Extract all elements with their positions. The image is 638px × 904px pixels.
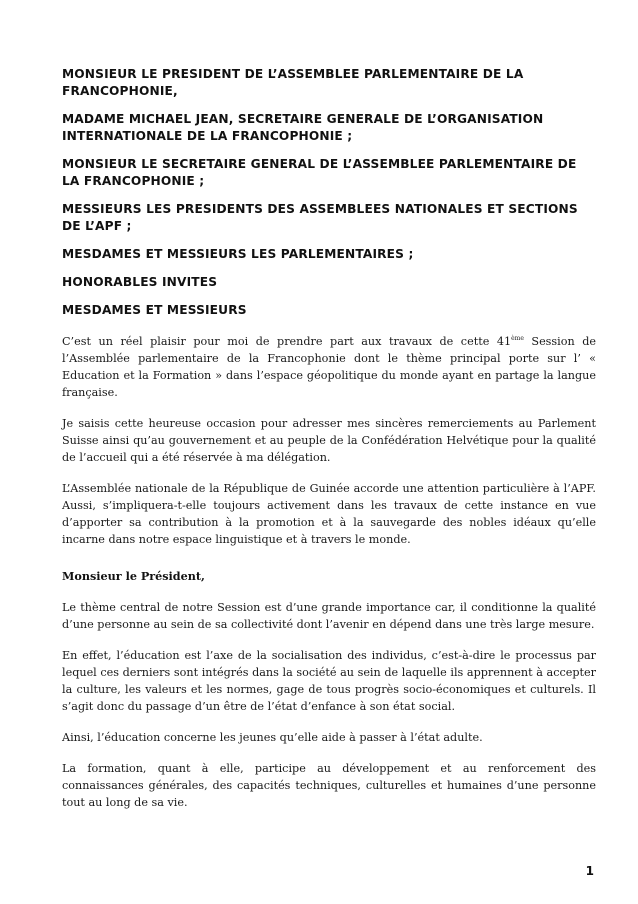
salutation-president-apf: MONSIEUR LE PRESIDENT DE L’ASSEMBLEE PARLEMENTAIRE DE LA FRANCOPHONIE, — [62, 67, 524, 98]
intro-text-start: C’est un réel plaisir pour moi de prendre part aux travaux de cette 41 — [62, 335, 512, 348]
paragraph-assemblee-guinee: L’Assemblée nationale de la République de Guinée accorde une attention particulière à l’APF. Aussi, s’impliquera-t-elle toujours activement dans les travaux de cette instance en vue d’apporter sa contribution à la promotion et à la sauvegarde des nobles idéaux qu’elle incarne dans notre espace linguistique et à travers le monde. — [62, 482, 596, 546]
paragraph-formation: La formation, quant à elle, participe au développement et au renforcement des connaissances générales, des capacités techniques, culturelles et humaines d’une personne tout au long de sa vie. — [62, 762, 596, 809]
paragraph-theme-central: Le thème central de notre Session est d’une grande importance car, il conditionne la qualité d’une personne au sein de sa collectivité dont l’avenir en dépend dans une très large mesure. — [62, 601, 596, 631]
salutation-secretaire-apf: MONSIEUR LE SECRETAIRE GENERAL DE L’ASSEMBLEE PARLEMENTAIRE DE LA FRANCOPHONIE ; — [62, 157, 577, 188]
salutation-invites: HONORABLES INVITES — [62, 275, 218, 289]
paragraph-remerciements: Je saisis cette heureuse occasion pour adresser mes sincères remerciements au Parlement Suisse ainsi qu’au gouvernement et au peuple de la Confédération Helvétique pour la qualité de l’accueil qui a été réservée à ma délégation. — [62, 417, 596, 464]
salutation-parlementaires: MESDAMES ET MESSIEURS LES PARLEMENTAIRES ; — [62, 247, 414, 261]
salutation-secretaire-oif: MADAME MICHAEL JEAN, SECRETAIRE GENERALE DE L’ORGANISATION INTERNATIONALE DE LA FRANCOPHONIE ; — [62, 112, 544, 143]
salutation-presidents-assemblees: MESSIEURS LES PRESIDENTS DES ASSEMBLEES NATIONALES ET SECTIONS DE L’APF ; — [62, 202, 578, 233]
intro-text-end: Session de l’Assemblée parlementaire de la Francophonie dont le thème principal porte sur l’ « Education et la Formation » dans l’espace géopolitique du monde ayant en partage la langue française. — [62, 335, 596, 399]
salutation-mesdames-messieurs: MESDAMES ET MESSIEURS — [62, 303, 247, 317]
subheading-monsieur-president: Monsieur le Président, — [62, 569, 205, 583]
paragraph-education-jeunes: Ainsi, l’éducation concerne les jeunes qu’elle aide à passer à l’état adulte. — [62, 731, 483, 744]
ordinal-suffix: ème — [511, 335, 524, 342]
page-number: 1 — [585, 864, 594, 878]
paragraph-socialisation: En effet, l’éducation est l’axe de la socialisation des individus, c’est-à-dire le processus par lequel ces derniers sont intégrés dans la société au sein de laquelle ils apprennent à accepter la culture, les valeurs et les normes, gage de tous progrès socio-économiques et culturels. Il s’agit donc du passage d’un être de l’état d’enfance à son état social. — [62, 649, 596, 713]
intro-paragraph — [62, 333, 596, 401]
document-body — [62, 66, 596, 825]
